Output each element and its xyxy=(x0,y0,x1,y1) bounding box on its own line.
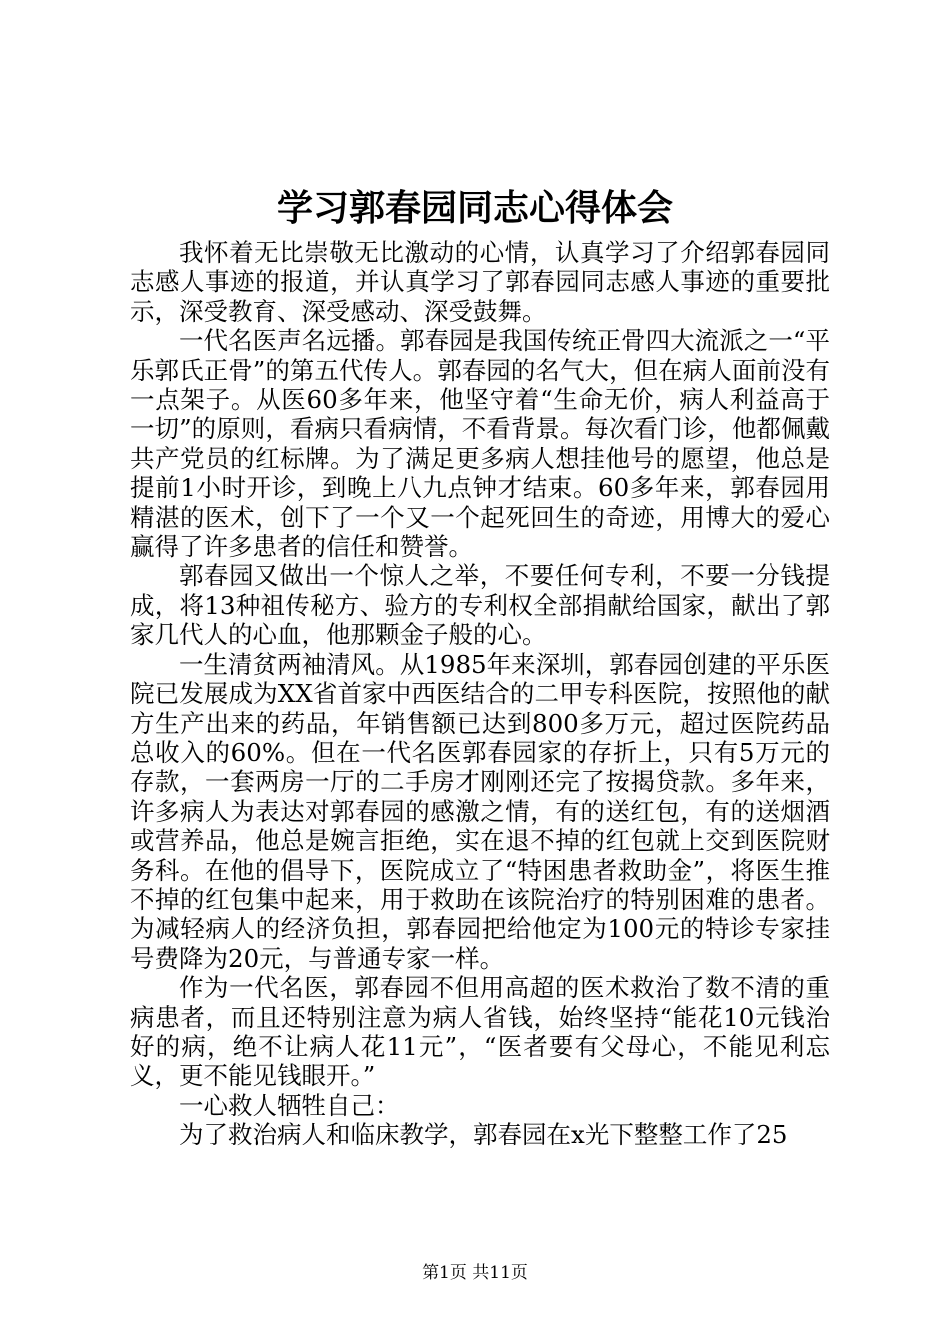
paragraph-save-money: 作为一代名医，郭春园不但用高超的医术救治了数不清的重病患者，而且还特别注意为病人省钱，始终坚持“能花10元钱治好的病，绝不让病人花11元”，“医者要有父母心，不能见利忘义，更不能见钱眼开。” xyxy=(130,973,830,1091)
document-title: 学习郭春园同志心得体会 xyxy=(276,187,673,229)
paragraph-xray-work: 为了救治病人和临床教学，郭春园在x光下整整工作了25 xyxy=(179,1120,788,1150)
document-body xyxy=(130,238,830,1150)
paragraph-famous-doctor: 一代名医声名远播。郭春园是我国传统正骨四大流派之一“平乐郭氏正骨”的第五代传人。郭春园的名气大，但在病人面前没有一点架子。从医60多年来，他坚守着“生命无价，病人利益高于一切”的原则，看病只看病情，不看背景。每次看门诊，他都佩戴共产党员的红标牌。为了满足更多病人想挂他号的愿望，他总是提前1小时开诊，到晚上八九点钟才结束。60多年来，郭春园用精湛的医术，创下了一个又一个起死回生的奇迹，用博大的爱心赢得了许多患者的信任和赞誉。 xyxy=(130,326,830,562)
paragraph-patent-donation: 郭春园又做出一个惊人之举，不要任何专利，不要一分钱提成，将13种祖传秘方、验方的专利权全部捐献给国家，献出了郭家几代人的心血，他那颗金子般的心。 xyxy=(130,561,830,650)
page-number-footer: 第1页 共11页 xyxy=(422,1263,528,1283)
paragraph-intro: 我怀着无比崇敬无比激动的心情，认真学习了介绍郭春园同志感人事迹的报道，并认真学习了郭春园同志感人事迹的重要批示，深受教育、深受感动、深受鼓舞。 xyxy=(130,238,830,326)
paragraph-frugal-life: 一生清贫两袖清风。从1985年来深圳，郭春园创建的平乐医院已发展成为XX省首家中西医结合的二甲专科医院，按照他的献方生产出来的药品，年销售额已达到800多万元，超过医院药品总收入的60%。但在一代名医郭春园家的存折上，只有5万元的存款，一套两房一厅的二手房才刚刚还完了按揭贷款。多年来，许多病人为表达对郭春园的感激之情，有的送红包，有的送烟酒或营养品，他总是婉言拒绝，实在退不掉的红包就上交到医院财务科。在他的倡导下，医院成立了“特困患者救助金”，将医生推不掉的红包集中起来，用于救助在该院治疗的特别困难的患者。为减轻病人的经济负担，郭春园把给他定为100元的特诊专家挂号费降为20元，与普通专家一样。 xyxy=(130,649,830,973)
paragraph-heading-sacrifice: 一心救人牺牲自己： xyxy=(179,1090,400,1120)
